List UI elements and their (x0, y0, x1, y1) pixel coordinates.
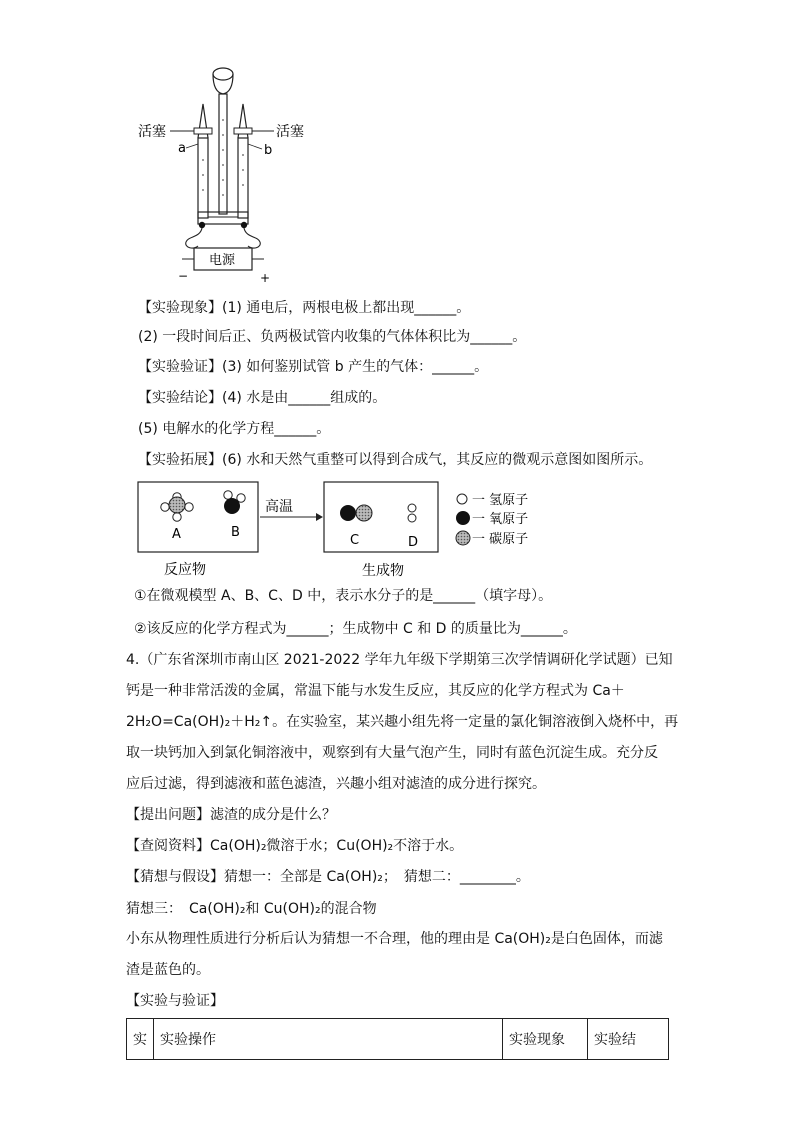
exp-phenomenon-1: 【实验现象】(1) 通电后，两根电极上都出现______。 (138, 300, 471, 316)
exp-conclusion-4: 【实验结论】(4) 水是由______组成的。 (138, 390, 387, 406)
label-c: C (350, 533, 360, 548)
exp-verification-3: 【实验验证】(3) 如何鉴别试管 b 产生的气体：______。 (138, 359, 489, 375)
table-row (127, 1019, 669, 1060)
valve-right-label: 活塞 (276, 124, 304, 140)
label-a: A (172, 527, 181, 542)
question-4-text-2: 2H₂O=Ca(OH)₂＋H₂↑。在实验室，某兴趣小组先将一定量的氯化铜溶液倒入烧杯中，再 (126, 714, 679, 730)
table-header-cell: 实验结 (588, 1019, 669, 1060)
legend-hydrogen: 一 氢原子 (472, 493, 529, 508)
exp-extension-6: 【实验拓展】(6) 水和天然气重整可以得到合成气，其反应的微观示意图如图所示。 (138, 452, 653, 468)
arrow-condition: 高温 (265, 499, 293, 515)
product-caption: 生成物 (362, 563, 404, 579)
valve-left-label: 活塞 (138, 124, 166, 140)
question-6-1: ①在微观模型 A、B、C、D 中，表示水分子的是______（填字母）。 (134, 588, 553, 604)
exp-phenomenon-2: (2) 一段时间后正、负两极试管内收集的气体体积比为______。 (138, 329, 527, 345)
question-4-text-1: 钙是一种非常活泼的金属，常温下能与水发生反应，其反应的化学方程式为 Ca＋ (126, 683, 625, 699)
question-4-text-3: 取一块钙加入到氯化铜溶液中，观察到有大量气泡产生，同时有蓝色沉淀生成。充分反 (126, 745, 658, 761)
question-4-text-4: 应后过滤，得到滤液和蓝色滤渣，兴趣小组对滤渣的成分进行探究。 (126, 776, 546, 792)
tube-b-label: b (264, 143, 273, 158)
reaction-micro-diagram (136, 478, 576, 580)
experiment-table (126, 1018, 669, 1060)
table-header-cell: 实验现象 (503, 1019, 588, 1060)
experiment-verification: 【实验与验证】 (126, 993, 224, 1009)
raise-question: 【提出问题】滤渣的成分是什么？ (126, 807, 336, 823)
table-header-cell: 实验操作 (154, 1019, 503, 1060)
exp-equation-5: (5) 电解水的化学方程______。 (138, 421, 331, 437)
electrolysis-apparatus (130, 60, 310, 285)
analysis-text-1: 小东从物理性质进行分析后认为猜想一不合理，他的理由是 Ca(OH)₂是白色固体，而滤 (126, 931, 663, 947)
hypothesis-3: 猜想三： Ca(OH)₂和 Cu(OH)₂的混合物 (126, 901, 377, 917)
question-4-heading: 4.（广东省深圳市南山区 2021-2022 学年九年级下学期第三次学情调研化学试题）已知 (126, 652, 673, 668)
reactant-caption: 反应物 (164, 562, 206, 578)
hypothesis: 【猜想与假设】猜想一：全部是 Ca(OH)₂； 猜想二：________。 (126, 869, 530, 885)
label-d: D (408, 535, 419, 550)
negative-sign: − (178, 269, 189, 283)
positive-sign: + (260, 271, 271, 285)
legend-oxygen: 一 氧原子 (472, 512, 529, 527)
power-label: 电源 (209, 253, 236, 268)
label-b: B (231, 525, 240, 540)
analysis-text-2: 渣是蓝色的。 (126, 962, 210, 978)
legend-carbon: 一 碳原子 (472, 532, 529, 547)
question-6-2: ②该反应的化学方程式为______；生成物中 C 和 D 的质量比为______。 (134, 621, 577, 637)
reference-info: 【查阅资料】Ca(OH)₂微溶于水；Cu(OH)₂不溶于水。 (126, 838, 464, 854)
table-header-cell: 实 (127, 1019, 154, 1060)
tube-a-label: a (178, 141, 186, 156)
